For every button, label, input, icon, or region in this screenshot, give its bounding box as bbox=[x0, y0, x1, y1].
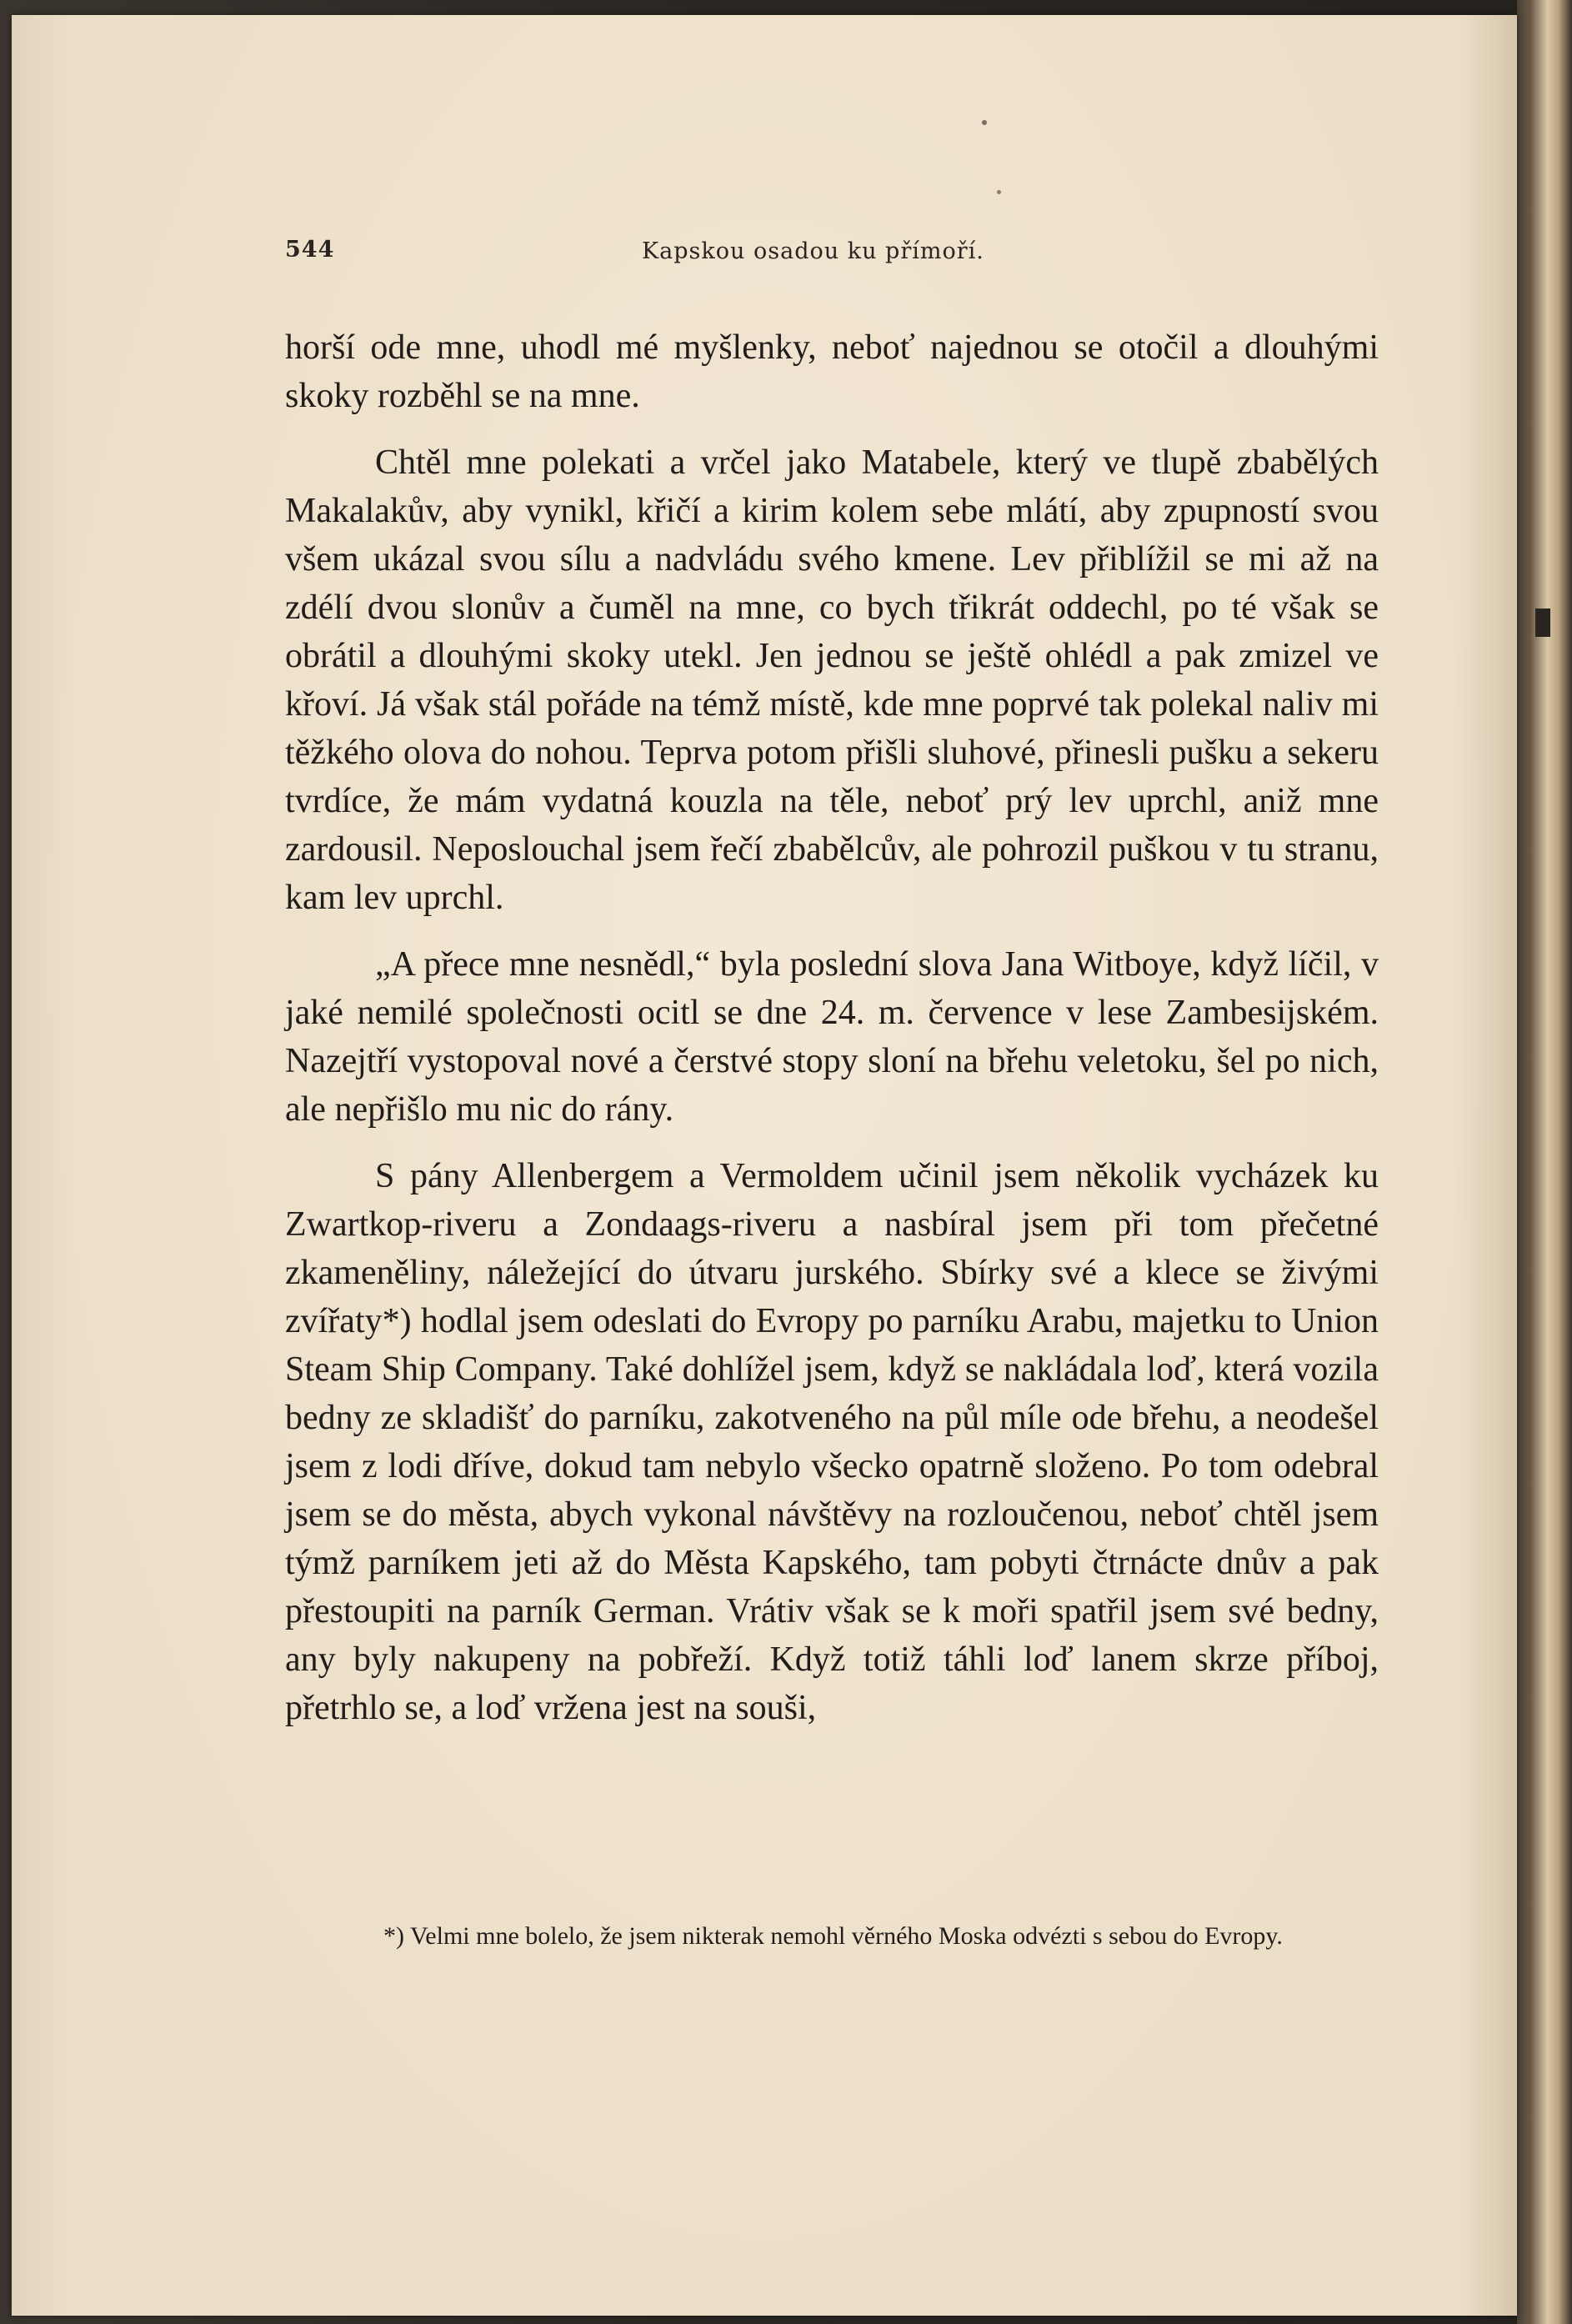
running-title: Kapskou osadou ku přímoří. bbox=[642, 238, 984, 264]
paragraph: „A přece mne nesnědl,“ byla poslední slova Jana Witboye, když líčil, v jaké nemilé společnosti ocitl se dne 24. m. července v lese Zambesijském. Nazejtří vystopoval nové a čerstvé stopy sloní na břehu veletoku, šel po nich, ale nepřišlo mu nic do rány. bbox=[285, 945, 1379, 1129]
page-number: 544 bbox=[285, 237, 335, 263]
book-binding-edge bbox=[1517, 0, 1572, 2324]
binding-tab bbox=[1535, 609, 1550, 637]
paragraph: S pány Allenbergem a Vermoldem učinil jsem několik vycházek ku Zwartkop-riveru a Zondaags-riveru a nasbíral jsem při tom přečetné zkameněliny, náležející do útvaru jurského. Sbírky své a klece se živými zvířaty*) hodlal jsem odeslati do Evropy po parníku Arabu, majetku to Union Steam Ship Company. Také dohlížel jsem, když se nakládala loď, která vozila bedny ze skladišť do parníku, zakotveného na půl míle ode břehu, a neodešel jsem z lodi dříve, dokud tam nebylo všecko opatrně složeno. Po tom odebral jsem se do města, abych vykonal návštěvy na rozloučenou, neboť chtěl jsem týmž parníkem jeti až do Města Kapského, tam pobyti čtrnácte dnův a pak přestoupiti na parník German. Vrátiv však se k moři spatřil jsem své bedny, any byly nakupeny na pobřeží. Když totiž táhli loď lanem skrze příboj, přetrhlo se, a loď vržena jest na souši, bbox=[285, 1157, 1379, 1727]
paragraph: Chtěl mne polekati a vrčel jako Matabele, který ve tlupě zbabělých Makalakův, aby vynikl, křičí a kirim kolem sebe mlátí, aby zpupností svou všem ukázal svou sílu a nadvládu svého kmene. Lev přiblížil se mi až na zdélí dvou slonův a čuměl na mne, co bych třikrát oddechl, po té však se obrátil a dlouhými skoky utekl. Jen jednou se ještě ohlédl a pak zmizel ve křoví. Já však stál pořáde na témž místě, kde mne poprvé tak polekal naliv mi těžkého olova do nohou. Teprva potom přišli sluhové, přinesli pušku a sekeru tvrdíce, že mám vydatná kouzla na těle, neboť prý lev uprchl, aniž mne zardousil. Neposlouchal jsem řečí zbabělcův, ale pohrozil puškou v tu stranu, kam lev uprchl. bbox=[285, 443, 1379, 917]
page-header bbox=[285, 237, 1035, 273]
paper-speck bbox=[982, 120, 987, 125]
paragraph: horší ode mne, uhodl mé myšlenky, neboť najednou se otočil a dlouhými skoky rozběhl se na mne. bbox=[285, 328, 1379, 415]
paper-speck bbox=[997, 190, 1001, 194]
body-text bbox=[285, 323, 1379, 1751]
footnote: *) Velmi mne bolelo, že jsem nikterak nemohl věrného Moska odvézti s sebou do Evropy. bbox=[383, 1922, 1283, 1950]
